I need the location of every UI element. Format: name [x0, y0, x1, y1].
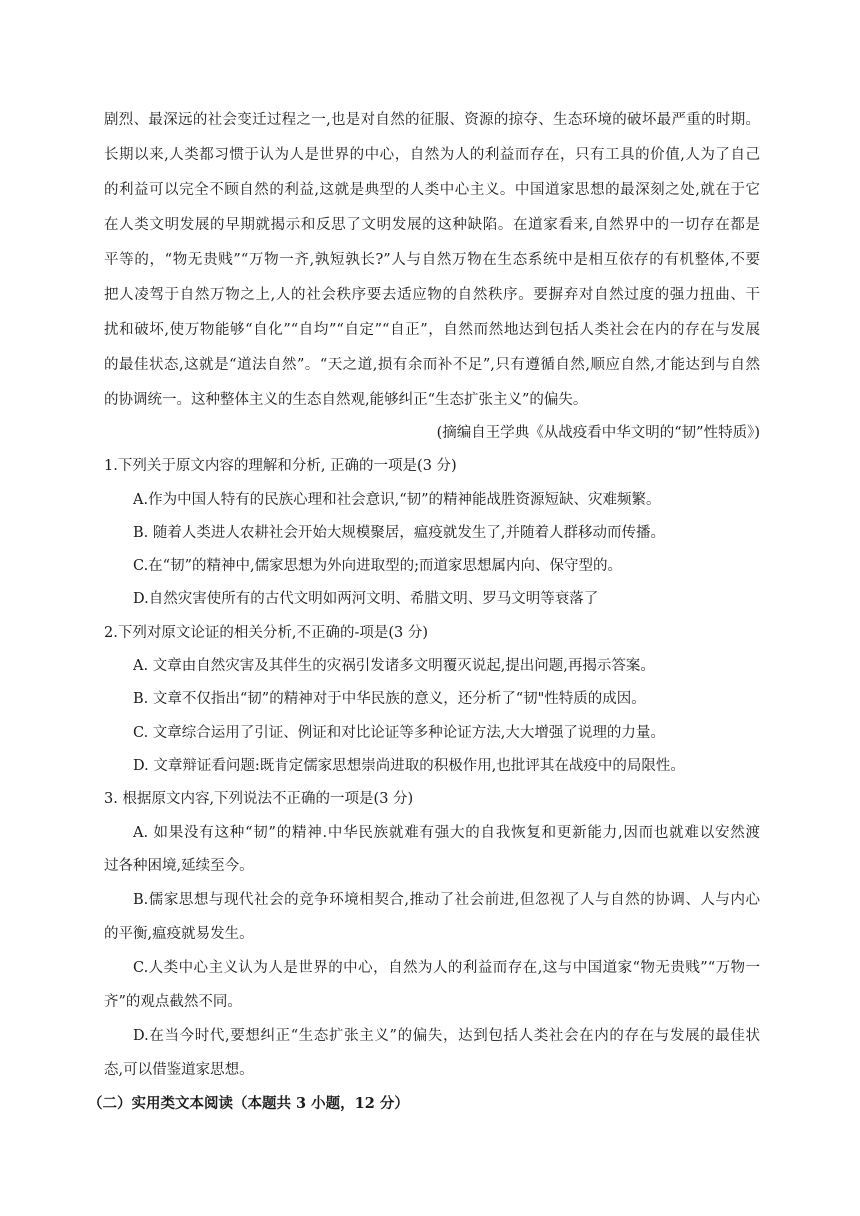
option-a: A. 如果没有这种“韧”的精神.中华民族就难有强大的自我恢复和更新能力,因而也就难以安然渡 [133, 825, 760, 841]
option-d: D.自然灾害使所有的古代文明如两河文明、希腊文明、罗马文明等衰落了 [133, 591, 599, 607]
option-d: D.在当今时代,要想纠正“生态扩张主义”的偏失，达到包括人类社会在内的存在与发展的最佳状 [133, 1028, 760, 1044]
option-a-continued: 过各种困境,延续至今。 [104, 858, 254, 874]
option-d-continued: 态,可以借鉴道家思想。 [104, 1062, 254, 1078]
option-a: A.作为中国人特有的民族心理和社会意识,“韧”的精神能战胜资源短缺、灾难频繁。 [133, 492, 661, 508]
passage-line: 把人凌驾于自然万物之上,人的社会秩序要去适应物的自然秩序。要摒弃对自然过度的强力扭曲、干 [104, 287, 760, 303]
option-b-continued: 的平衡,瘟疫就易发生。 [104, 926, 254, 942]
option-b: B. 随着人类进人农耕社会开始大规模聚居，瘟疫就发生了,并随着人群移动而传播。 [133, 525, 665, 541]
option-c: C.人类中心主义认为人是世界的中心，自然为人的利益而存在,这与中国道家“物无贵贱”“万物一 [133, 960, 760, 976]
question-stem: 1.下列关于原文内容的理解和分析, 正确的一项是(3 分) [104, 458, 457, 474]
option-c-continued: 齐”的观点截然不同。 [104, 994, 242, 1010]
option-a: A. 文章由自然灾害及其伴生的灾祸引发诸多文明覆灭说起,提出问题,再揭示答案。 [133, 658, 655, 674]
section-heading: （二）实用类文本阅读（本题共 3 小题，12 分） [88, 1095, 409, 1112]
passage-line: 扰和破坏,使万物能够“自化”“自均”“自定”“自正”，自然而然地达到包括人类社会在内的存在与发展 [104, 322, 760, 338]
passage-line: 的协调统一。这种整体主义的生态自然观,能够纠正“生态扩张主义”的偏失。 [104, 392, 588, 408]
option-d: D. 文章辩证看问题:既肯定儒家思想崇尚进取的积极作用,也批评其在战疫中的局限性。 [133, 758, 685, 774]
passage-line: 在人类文明发展的早期就揭示和反思了文明发展的这种缺陷。在道家看来,自然界中的一切存在都是 [104, 217, 760, 233]
option-b: B. 文章不仅指出“韧”的精神对于中华民族的意义，还分析了“韧"性特质的成因。 [133, 691, 646, 707]
option-b: B.儒家思想与现代社会的竞争环境相契合,推动了社会前进,但忽视了人与自然的协调、人与内心 [133, 892, 760, 908]
passage-line: 平等的，“物无贵贱”“万物一齐,孰短孰长?”人与自然万物在生态系统中是相互依存的有机整体,不要 [104, 252, 760, 268]
passage-line: 剧烈、最深远的社会变迁过程之一,也是对自然的征服、资源的掠夺、生态环境的破坏最严重的时期。 [104, 112, 760, 128]
passage-line: 的利益可以完全不顾自然的利益,这就是典型的人类中心主义。中国道家思想的最深刻之处,就在于它 [104, 182, 760, 198]
question-stem: 2.下列对原文论证的相关分析,不正确的-项是(3 分) [104, 625, 428, 641]
passage-line: 长期以来,人类都习惯于认为人是世界的中心，自然为人的利益而存在，只有工具的价值,人为了自己 [104, 147, 760, 163]
passage-source: (摘编自王学典《从战疫看中华文明的“韧”性特质》) [436, 425, 760, 441]
passage-line: 的最佳状态,这就是“道法自然”。“天之道,损有余而补不足”,只有遵循自然,顺应自然,才能达到与自然 [104, 357, 760, 373]
option-c: C. 文章综合运用了引证、例证和对比论证等多种论证方法,大大增强了说理的力量。 [133, 725, 665, 741]
question-stem: 3. 根据原文内容,下列说法不正确的一项是(3 分) [104, 791, 414, 807]
option-c: C.在“韧”的精神中,儒家思想为外向进取型的;而道家思想属内向、保守型的。 [133, 558, 623, 574]
